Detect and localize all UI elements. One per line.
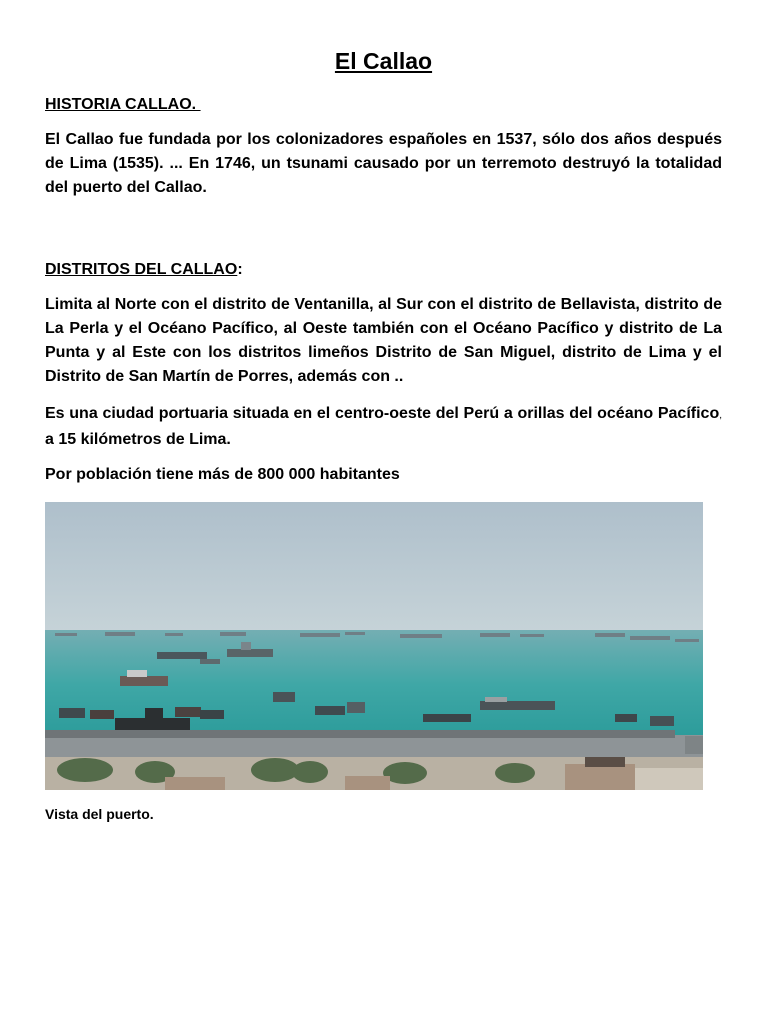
page-title: El Callao	[334, 48, 433, 74]
historia-heading-text: HISTORIA CALLAO.	[45, 96, 201, 113]
port-photo-illustration	[45, 502, 703, 790]
ciudad-small-comma: ,	[719, 410, 722, 421]
historia-paragraph: El Callao fue fundada por los colonizadores españoles en 1537, sólo dos años después de Lima (1535). ... En 1746, un tsunami causado por un terremoto destruyó la totalidad del puerto del Callao.	[45, 131, 722, 196]
ciudad-paragraph	[45, 402, 722, 452]
section-heading-distritos	[45, 260, 243, 280]
photo-caption: Vista del puerto.	[45, 806, 154, 822]
section-heading-historia	[45, 95, 201, 115]
distritos-paragraph: Limita al Norte con el distrito de Ventanilla, al Sur con el distrito de Bellavista, distrito de La Perla y el Océano Pacífico, al Oeste también con el Océano Pacífico y distrito de La Punta y al Este con los distritos limeños Distrito de San Miguel, distrito de Lima y el Distrito de San Martín de Porres, además con ..	[45, 296, 722, 385]
ciudad-text-before: Es una ciudad portuaria situada en el centro-oeste del Perú a orillas del océano Pacífico	[45, 405, 720, 422]
ciudad-text-after: a 15 kilómetros de Lima.	[45, 431, 231, 448]
distritos-heading-text: DISTRITOS DEL CALLAO	[45, 261, 238, 278]
poblacion-paragraph: Por población tiene más de 800 000 habitantes	[45, 466, 400, 483]
port-photo	[45, 502, 703, 790]
distritos-heading-colon: :	[237, 261, 243, 278]
